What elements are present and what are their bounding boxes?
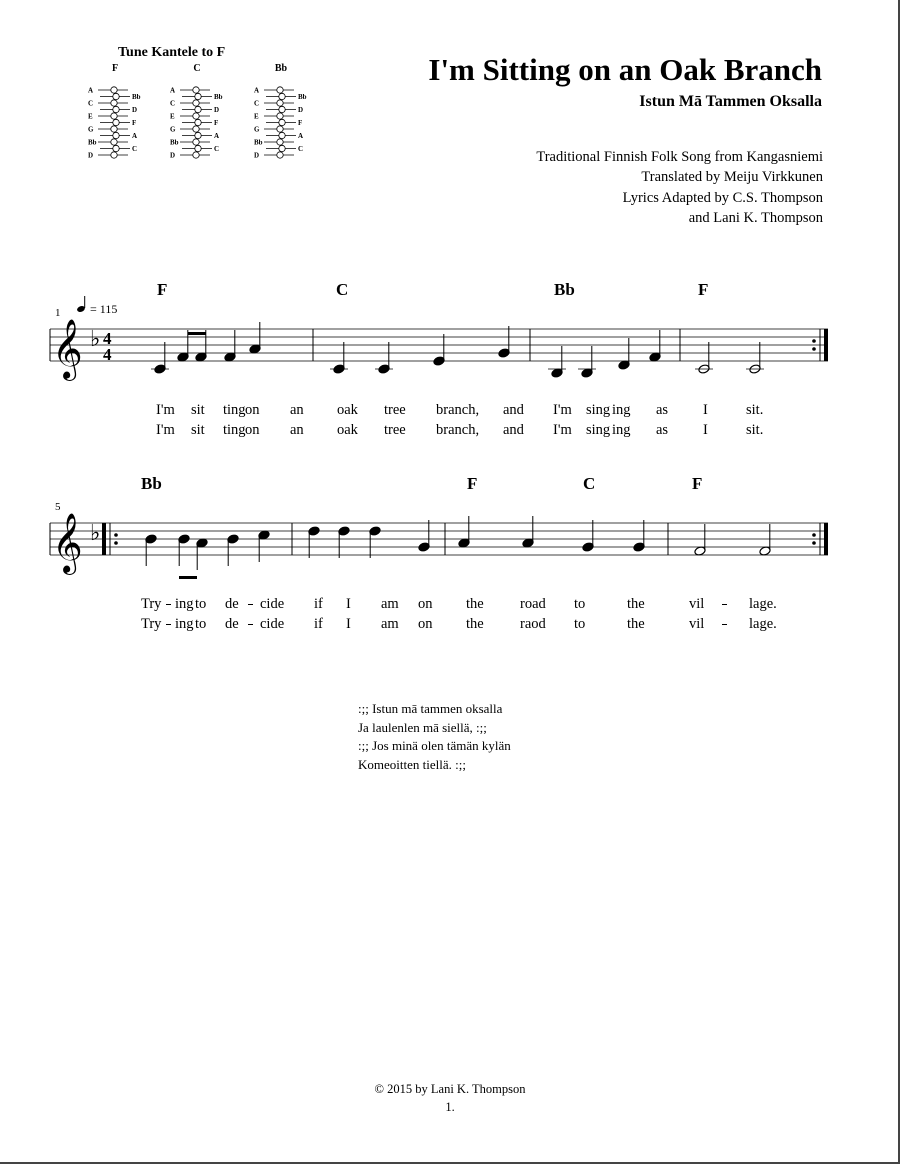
treble-clef-icon: 𝄞 [52,321,83,378]
lyric-syllable: I [346,596,351,612]
lyric-syllable: cide [260,616,285,632]
lyric-syllable: the [466,596,484,612]
lyric-syllable: branch, [436,422,480,438]
page-number: 1. [445,1100,455,1114]
lyric-syllable: branch, [436,402,480,418]
note [633,520,645,552]
lyric-syllable: sing [586,402,611,418]
chord-symbol: C [336,280,349,299]
lyric-syllable: I'm [156,402,175,418]
note [177,330,189,362]
flat-key-signature-icon: ♭ [90,326,101,351]
string-label: G [88,125,94,134]
lyric-syllable: on [245,402,260,418]
string-label: F [214,119,219,127]
lyric-hyphen [166,624,171,625]
string-label: A [254,86,260,95]
flat-key-signature-icon: ♭ [90,520,101,545]
string-label: A [88,86,94,95]
string-label: C [254,99,260,108]
tuning-chart-label: F [111,63,119,74]
lyric-syllable: lage. [749,616,777,632]
string-label: Bb [170,138,179,147]
chord-symbol: F [692,474,703,493]
lyric-syllable: cide [260,596,285,612]
lyric-syllable: an [290,422,304,438]
note [582,520,594,552]
lyric-syllable: de [225,616,239,632]
lyric-syllable: sit. [746,402,764,418]
lyric-syllable: vil [689,616,705,632]
tuning-chart-diagram [88,87,141,160]
chord-symbol: Bb [141,474,162,493]
string-label: E [170,112,175,121]
note [369,526,381,558]
lyric-line: Ja laulenlen mā siellä, :;; [358,719,487,735]
lyric-syllable: I [346,616,351,632]
measure-number: 5 [55,501,61,513]
tuning-chart-bb [250,63,312,74]
staff-lines [50,329,828,361]
staff-lines [50,523,828,555]
string-label: F [132,119,137,127]
lyric-syllable: on [418,596,433,612]
string-label: A [170,86,176,95]
lyric-syllable: as [656,422,669,438]
string-label: F [298,119,303,127]
string-label: D [214,106,220,114]
lyric-syllable: lage. [749,596,777,612]
lyric-syllable: sit [191,422,205,438]
tuning-chart-diagram [170,87,223,160]
string-label: Bb [254,138,263,147]
lyric-hyphen [722,604,727,605]
tuning-chart-label: C [193,63,201,74]
note [433,334,445,366]
chord-symbol: F [698,280,709,299]
string-label: C [88,99,94,108]
tuning-chart-diagram [254,87,307,160]
lyric-syllable: to [195,596,207,612]
lyric-syllable: vil [689,596,705,612]
lyric-syllable: sing [586,422,611,438]
string-label: G [254,125,260,134]
lyric-syllable: to [195,616,207,632]
lyric-syllable: am [381,596,399,612]
string-label: Bb [88,138,97,147]
chord-symbol: Bb [554,280,575,299]
string-label: D [132,106,138,114]
chord-symbol: C [583,474,596,493]
lyric-syllable: an [290,402,304,418]
note [338,526,350,558]
lyric-syllable: sit [191,402,205,418]
staff-system-2 [40,490,840,590]
note [375,342,393,374]
note [418,520,430,552]
song-title: I'm Sitting on an Oak Branch [428,52,822,87]
treble-clef-icon: 𝄞 [52,515,83,572]
chord-symbol: F [157,280,168,299]
lyric-syllable: Try [141,616,162,632]
string-label: D [170,151,176,160]
lyric-syllable: and [503,422,524,438]
string-label: G [170,125,176,134]
note [618,338,630,370]
lyric-syllable: Try [141,596,162,612]
lyric-syllable: tree [384,402,406,418]
string-label: D [254,151,260,160]
tuning-chart-f [84,63,146,74]
lyric-hyphen [248,624,253,625]
note [522,516,534,548]
lyric-hyphen [248,604,253,605]
chord-symbol: F [467,474,478,493]
note [151,342,169,374]
note [694,524,706,556]
string-label: C [132,145,138,153]
page-footer [0,1080,900,1116]
lyric-syllable: oak [337,402,358,418]
beam [188,332,206,335]
lyric-syllable: road [520,596,546,612]
lyric-syllable: ting [223,422,246,438]
note [178,534,190,566]
note [227,534,239,566]
lyric-syllable: tree [384,422,406,438]
lyric-syllable: the [466,616,484,632]
lyric-line: :;; Istun mā tammen oksalla [358,701,503,716]
lyric-syllable: I'm [553,402,572,418]
lyric-syllable: the [627,596,645,612]
lyric-syllable: ing [175,616,194,632]
note [578,346,596,378]
lyric-syllable: as [656,402,669,418]
string-label: A [298,132,304,140]
note [196,538,208,570]
lyric-syllable: I'm [156,422,175,438]
lyric-syllable: the [627,616,645,632]
lyric-syllable: to [574,596,586,612]
lyric-syllable: am [381,616,399,632]
composer-line: Translated by Meiju Virkkunen [641,169,823,186]
lyric-syllable: I [703,402,708,418]
string-label: A [214,132,220,140]
string-label: C [214,145,220,153]
time-signature-top: 4 [103,329,112,348]
string-label: C [298,145,304,153]
lyric-syllable: ing [175,596,194,612]
note [746,342,764,374]
lyric-syllable: oak [337,422,358,438]
string-label: D [298,106,304,114]
note [498,326,510,358]
finnish-lyrics [358,700,511,774]
tuning-chart-c [166,63,228,74]
lyric-syllable: on [418,616,433,632]
lyric-syllable: on [245,422,260,438]
lyric-line: :;; Jos minä olen tämän kylän [358,738,511,753]
note [308,526,320,558]
string-label: Bb [132,93,141,101]
composer-line: Traditional Finnish Folk Song from Kangasniemi [536,149,823,165]
tuning-title: Tune Kantele to F [118,45,226,60]
composer-credits [536,147,823,229]
staff-system-1 [40,296,840,396]
string-label: Bb [214,93,223,101]
note [649,330,661,362]
lyric-hyphen [166,604,171,605]
tempo-value: = 115 [90,302,118,316]
lyric-syllable: I'm [553,422,572,438]
lyric-syllable: ting [223,402,246,418]
note [224,330,236,362]
copyright-notice: © 2015 by Lani K. Thompson [374,1082,526,1096]
string-label: C [170,99,176,108]
tuning-chart-label: Bb [274,63,288,74]
string-label: A [132,132,138,140]
tuning-diagrams [80,84,320,178]
lyric-syllable: de [225,596,239,612]
note [695,342,713,374]
lyric-hyphen [722,624,727,625]
lyric-syllable: to [574,616,586,632]
time-signature-bottom: 4 [103,345,112,364]
lyric-line: Komeoitten tiellä. :;; [358,756,466,772]
string-label: E [88,112,93,121]
beam [179,576,197,579]
lyric-syllable: raod [520,616,546,632]
lyric-syllable: ing [612,402,631,418]
measure-number: 1 [55,307,61,319]
lyric-syllable: if [314,596,323,612]
string-label: E [254,112,259,121]
note [330,342,348,374]
note [145,534,157,566]
string-label: Bb [298,93,307,101]
composer-line: and Lani K. Thompson [688,210,823,227]
string-label: D [88,151,94,160]
lyric-syllable: ing [612,422,631,438]
lyric-syllable: if [314,616,323,632]
note [458,516,470,548]
note [759,524,771,556]
tempo-marking [76,296,117,316]
lyric-syllable: I [703,422,708,438]
composer-line: Lyrics Adapted by C.S. Thompson [622,189,823,206]
lyric-syllable: sit. [746,422,764,438]
lyric-syllable: and [503,402,524,418]
note [249,322,261,354]
note [258,530,270,562]
song-subtitle: Istun Mā Tammen Oksalla [639,93,822,110]
note [548,346,566,378]
